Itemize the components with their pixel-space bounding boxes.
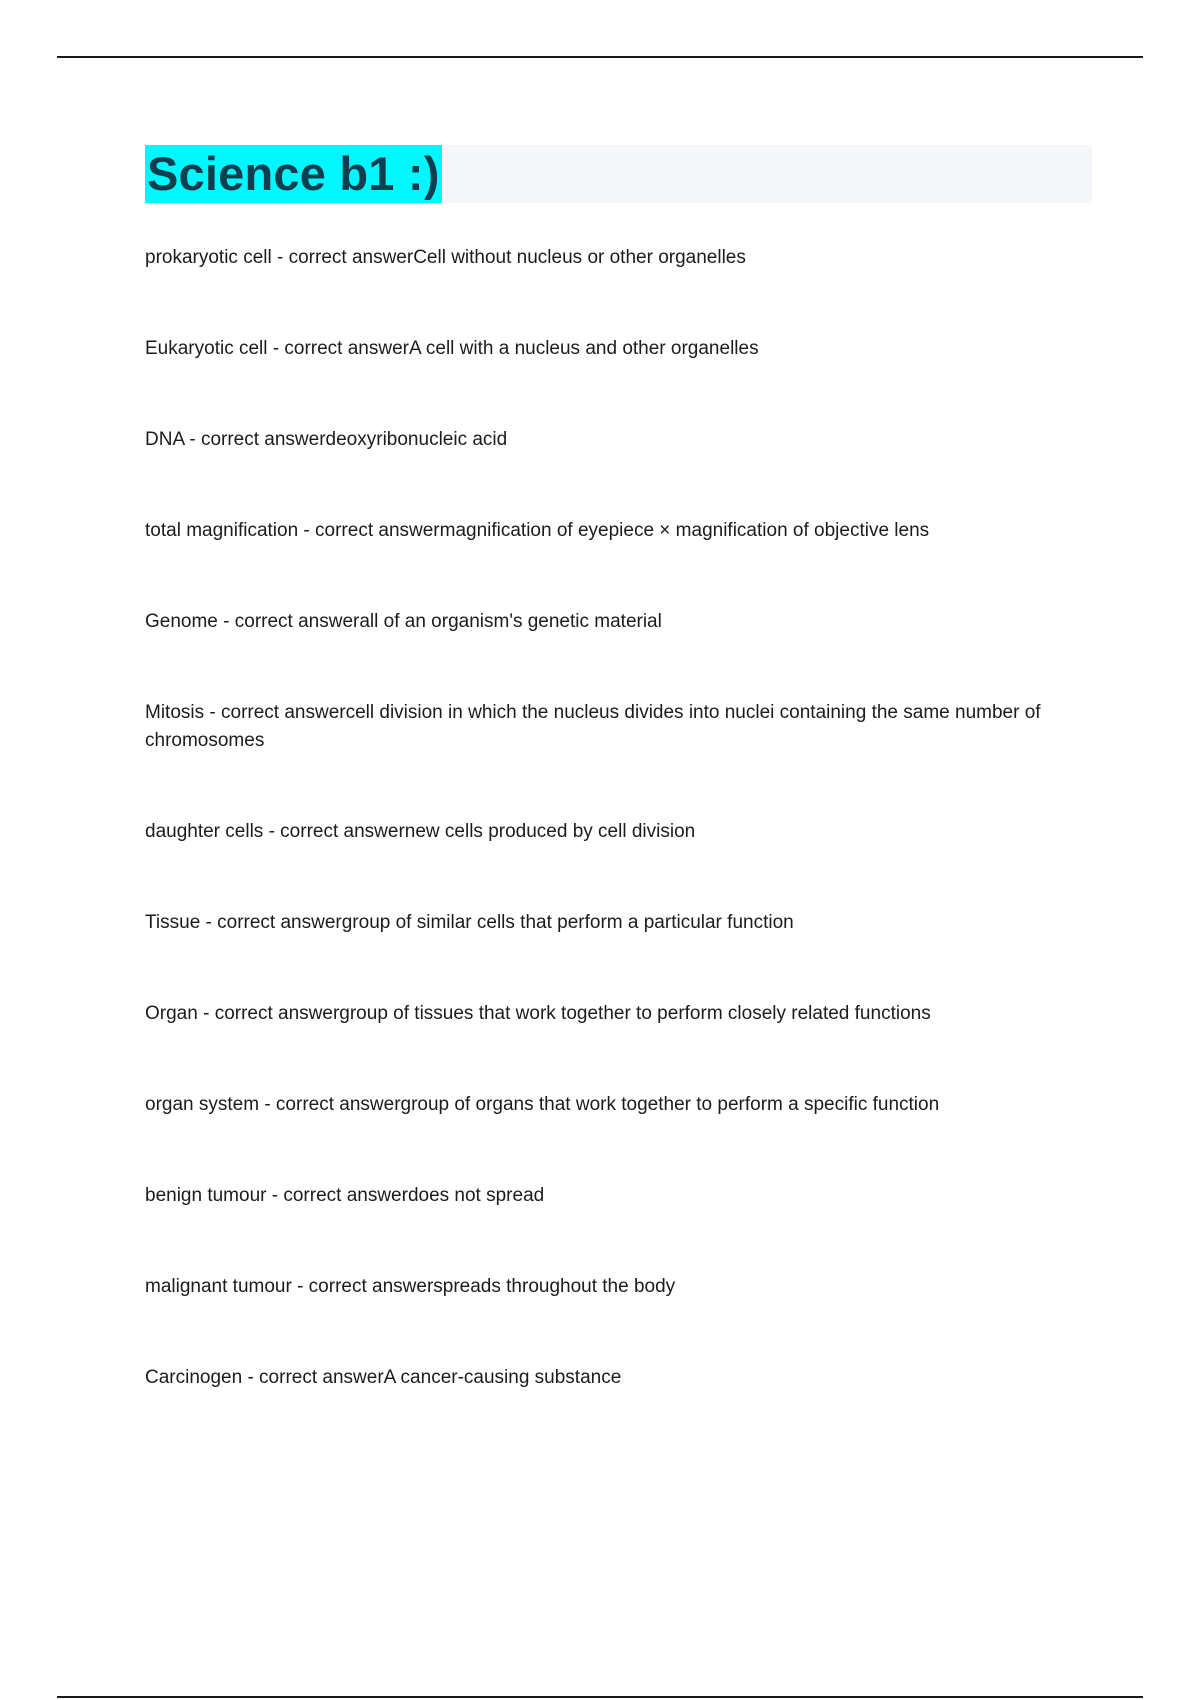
page-title: Science b1 :) (145, 145, 442, 203)
qa-item: malignant tumour - correct answerspreads throughout the body (145, 1276, 676, 1297)
qa-item: organ system - correct answergroup of organs that work together to perform a specific function (145, 1094, 940, 1115)
qa-item: prokaryotic cell - correct answerCell without nucleus or other organelles (145, 247, 746, 268)
qa-item: benign tumour - correct answerdoes not spread (145, 1185, 545, 1206)
qa-item: DNA - correct answerdeoxyribonucleic acid (145, 429, 508, 450)
qa-item: Organ - correct answergroup of tissues that work together to perform closely related functions (145, 1003, 931, 1024)
qa-item: total magnification - correct answermagnification of eyepiece × magnification of objective lens (145, 520, 930, 541)
qa-item: Tissue - correct answergroup of similar cells that perform a particular function (145, 912, 794, 933)
qa-list (145, 244, 1095, 1455)
title-bar (145, 145, 1092, 203)
bottom-rule (57, 1696, 1143, 1698)
qa-item: daughter cells - correct answernew cells produced by cell division (145, 821, 696, 842)
qa-item: Eukaryotic cell - correct answerA cell with a nucleus and other organelles (145, 338, 759, 359)
qa-item: Genome - correct answerall of an organism's genetic material (145, 611, 662, 632)
qa-item: Mitosis - correct answercell division in which the nucleus divides into nuclei containing the same number of chromosomes (145, 702, 1041, 751)
qa-item: Carcinogen - correct answerA cancer-causing substance (145, 1367, 622, 1388)
top-rule (57, 56, 1143, 58)
